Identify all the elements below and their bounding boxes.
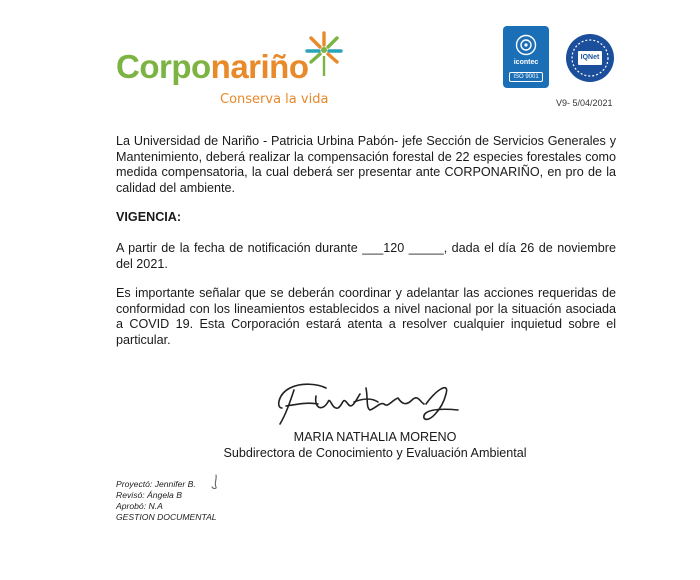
iqnet-label: IQNet (580, 54, 600, 61)
signer-name: MARIA NATHALIA MORENO (293, 430, 457, 444)
signer-title: Subdirectora de Conocimiento y Evaluación Ambiental (223, 446, 527, 460)
footer-reviso: Revisó: Ángela B (116, 490, 182, 500)
iqnet-certification-badge (566, 34, 614, 82)
corponarino-logo (116, 30, 356, 110)
icontec-label: icontec (513, 59, 539, 66)
paragraph-vigencia: A partir de la fecha de notificación durante ___120 _____, dada el día 26 de noviembre del 2021. (116, 241, 616, 271)
footer-gestion: GESTION DOCUMENTAL (116, 512, 217, 522)
icontec-certification-badge (503, 26, 549, 88)
vigencia-heading: VIGENCIA: (116, 210, 182, 224)
iso-9001-label: ISO 9001 (509, 72, 543, 82)
logo-slogan: Conserva la vida (220, 92, 329, 107)
logo-wordmark-part1: Corpo (116, 48, 211, 85)
icontec-globe-icon (515, 34, 537, 56)
document-footer (116, 479, 217, 523)
paragraph-covid-notice: Es importante señalar que se deberán coordinar y adelantar las acciones requeridas de conformidad con los lineamientos establecidos a nivel nacional por la situación asociada a COVID 19. Esta Corporación estará atenta a resolver cualquier inquietud sobre el particular. (116, 286, 616, 347)
document-version: V9- 5/04/2021 (556, 98, 613, 108)
footer-proyecto: Proyectó: Jennifer B. (116, 479, 196, 489)
logo-wordmark-part2: nariño (210, 48, 309, 85)
flower-logo-icon (302, 30, 346, 78)
paragraph-compensation: La Universidad de Nariño - Patricia Urbina Pabón- jefe Sección de Servicios Generales y Mantenimiento, deberá realizar la compensación forestal de 22 especies forestales como medida compensatoria, la cual deberá ser presentar ante CORPONARIÑO, en pro de la calidad del ambiente. (116, 134, 616, 195)
initial-mark (210, 474, 220, 490)
logo-wordmark (116, 50, 309, 83)
handwritten-signature (268, 374, 463, 430)
footer-aprobo: Aprobó: N.A (116, 501, 163, 511)
